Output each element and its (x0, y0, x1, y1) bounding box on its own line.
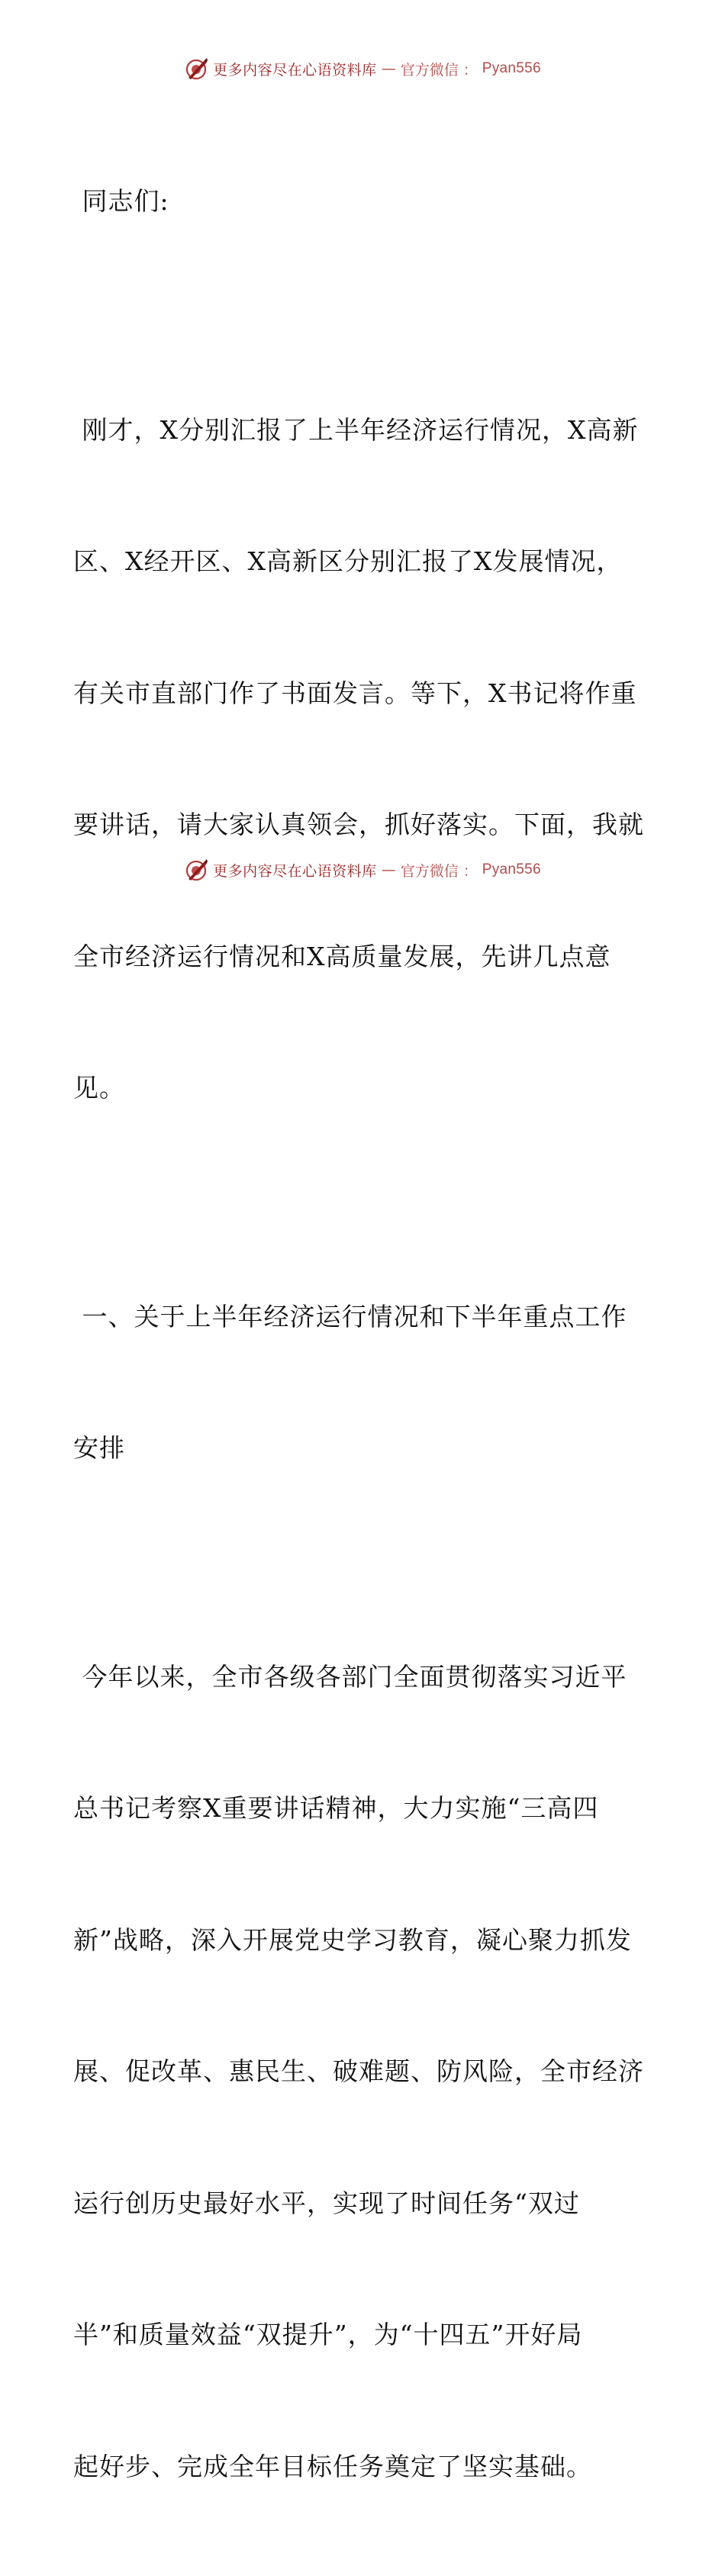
text-line: 展、促改革、惠民生、破难题、防风险，全市经济 (73, 2050, 653, 2094)
text-line: 新”战略，深入开展党史学习教育，凝心聚力抓发 (73, 1918, 653, 1963)
text-line: 今年以来，全市各级各部门全面贯彻落实习近平 (73, 1655, 653, 1699)
paragraph-gap (73, 1198, 653, 1207)
watermark-banner-bottom (0, 855, 725, 885)
text-line: 总书记考察X重要讲话精神，大力实施“三高四 (73, 1786, 653, 1831)
text-line: 要讲话，请大家认真领会，抓好落实。下面，我就 (73, 803, 653, 847)
watermark-sub: 官方微信 (401, 59, 459, 79)
salutation-line: 同志们: (73, 179, 653, 224)
text-line: 半”和质量效益“双提升”，为“十四五”开好局 (73, 2313, 653, 2357)
text-line: 有关市直部门作了书面发言。等下，X书记将作重 (73, 671, 653, 716)
watermark-colon: ： (463, 860, 478, 881)
text-line: 区、X经开区、X高新区分别汇报了X发展情况， (73, 539, 653, 584)
paragraph-intro (73, 320, 653, 1198)
watermark-text: 更多内容尽在心语资料库 (213, 860, 377, 881)
watermark-id: Pyan556 (482, 60, 541, 77)
text-line: 起好步、完成全年目标任务奠定了坚实基础。 (73, 2445, 653, 2489)
heading-line: 安排 (73, 1426, 653, 1470)
watermark-sub: 官方微信 (401, 860, 459, 881)
text-line: 见。 (73, 1066, 653, 1110)
heading-line: 一、关于上半年经济运行情况和下半年重点工作 (73, 1295, 653, 1339)
watermark-dash: — (382, 60, 396, 77)
pen-logo-icon (184, 56, 208, 81)
section-heading (73, 1207, 653, 1558)
salutation (73, 92, 653, 311)
pen-logo-icon (184, 858, 208, 882)
watermark-banner-top (0, 53, 725, 84)
text-line: 全市经济运行情况和X高质量发展，先讲几点意 (73, 935, 653, 979)
watermark-colon: ： (463, 59, 478, 79)
watermark-dash: — (382, 861, 396, 878)
paragraph-gap (73, 1558, 653, 1567)
text-line: 运行创历史最好水平，实现了时间任务“双过 (73, 2182, 653, 2226)
document-body (73, 92, 653, 2576)
paragraph-summary (73, 1567, 653, 2576)
watermark-id: Pyan556 (482, 861, 541, 878)
paragraph-gap (73, 311, 653, 320)
text-line: 刚才，X分别汇报了上半年经济运行情况，X高新 (73, 408, 653, 452)
watermark-text: 更多内容尽在心语资料库 (213, 59, 377, 79)
